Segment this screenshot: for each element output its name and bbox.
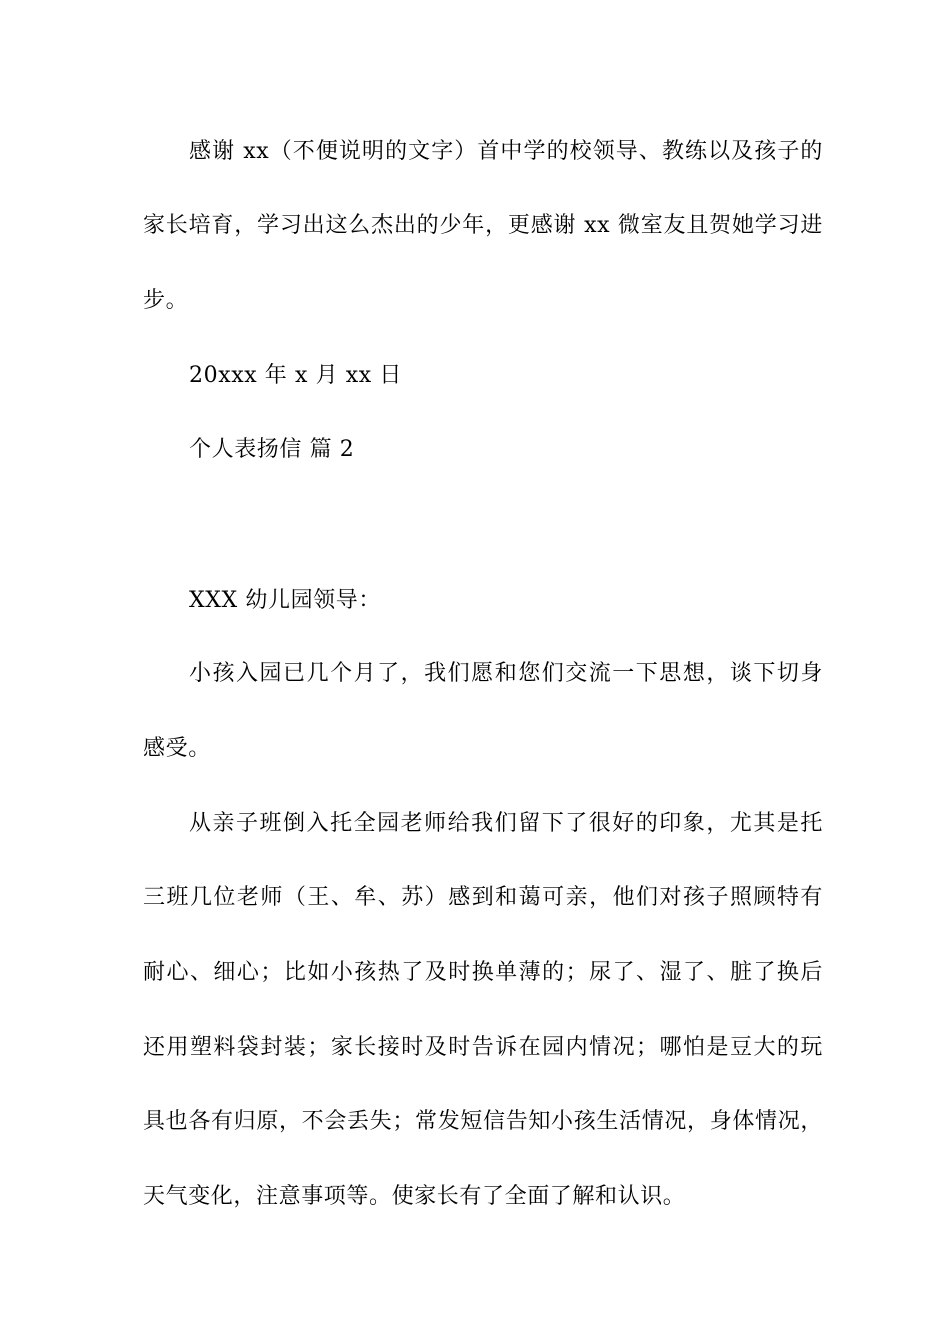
text-line: 耐心、细心；比如小孩热了及时换单薄的；尿了、湿了、脏了换后 bbox=[143, 960, 823, 985]
date-line: 20xxx 年 x 月 xx 日 bbox=[189, 363, 403, 388]
text-line: 天气变化，注意事项等。使家长有了全面了解和认识。 bbox=[143, 1184, 686, 1209]
text-line: 家长培育，学习出这么杰出的少年，更感谢 xx 微室友且贺她学习进 bbox=[143, 213, 823, 238]
text-line: 还用塑料袋封装；家长接时及时告诉在园内情况；哪怕是豆大的玩 bbox=[143, 1035, 823, 1060]
text-line: 小孩入园已几个月了，我们愿和您们交流一下思想，谈下切身 bbox=[189, 661, 823, 686]
text-line: 从亲子班倒入托全园老师给我们留下了很好的印象，尤其是托 bbox=[189, 811, 823, 836]
text-line: 步。 bbox=[143, 288, 189, 313]
text-line: 具也各有归原，不会丢失；常发短信告知小孩生活情况，身体情况， bbox=[143, 1109, 823, 1134]
section-heading: 个人表扬信 篇 2 bbox=[189, 437, 355, 462]
text-line: 感谢 xx（不便说明的文字）首中学的校领导、教练以及孩子的 bbox=[189, 139, 823, 164]
text-line: 三班几位老师（王、牟、苏）感到和蔼可亲，他们对孩子照顾特有 bbox=[143, 885, 823, 910]
text-line: 感受。 bbox=[143, 736, 211, 761]
salutation: XXX 幼儿园领导： bbox=[189, 588, 381, 613]
